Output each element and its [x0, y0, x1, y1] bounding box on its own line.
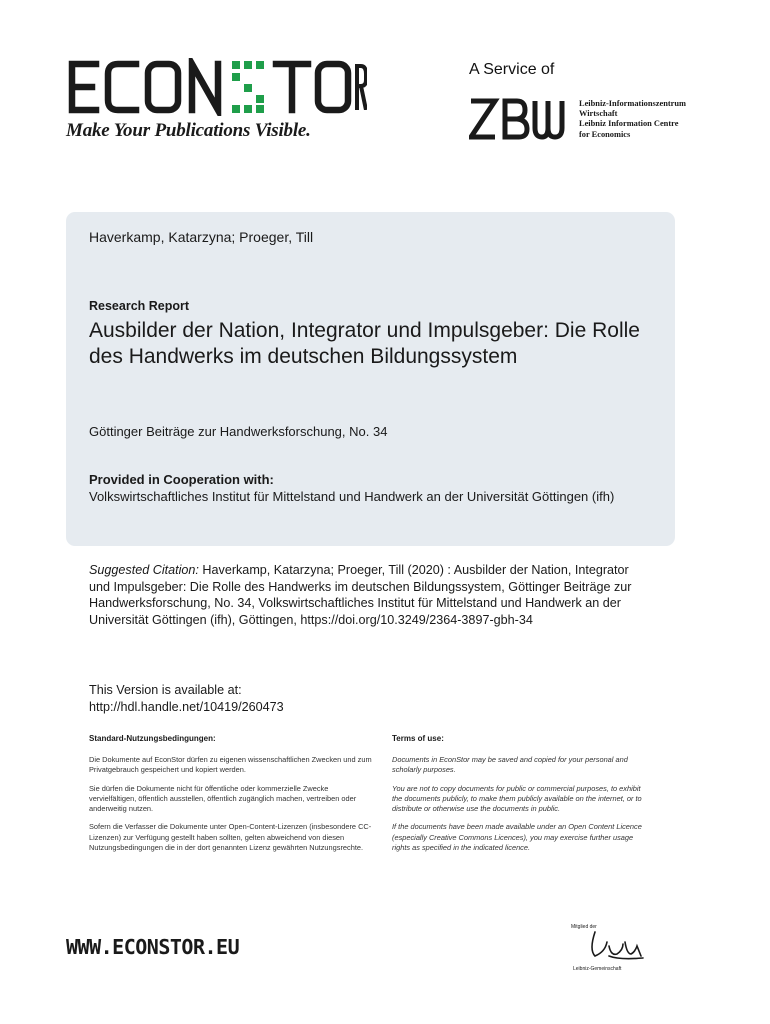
tagline: Make Your Publications Visible.: [66, 120, 311, 141]
zbw-line: Leibniz Information Centre: [579, 119, 679, 129]
handle-link[interactable]: http://hdl.handle.net/10419/260473: [89, 700, 284, 714]
authors: Haverkamp, Katarzyna; Proeger, Till: [89, 229, 314, 245]
citation-lead: Suggested Citation:: [89, 563, 199, 577]
terms-paragraph: If the documents have been made available under an Open Content Licence (especially Creative Commons Licences), you may exercise further usage rights as specified in the indicated licence.: [392, 822, 642, 853]
website-link[interactable]: WWW.ECONSTOR.EU: [66, 935, 240, 959]
zbw-line: for Economics: [579, 129, 631, 139]
document-type: Research Report: [89, 299, 190, 313]
terms-paragraph: Sie dürfen die Dokumente nicht für öffentliche oder kommerzielle Zwecke vervielfältigen, öffentlich ausstellen, öffentlich zugänglich machen, vertreiben oder anderweitig nutzen.: [89, 783, 357, 814]
version-label: This Version is available at:: [89, 683, 242, 697]
leibniz-bottom-text: Leibniz-Gemeinschaft: [573, 966, 622, 972]
terms-german: [89, 734, 374, 861]
zbw-line: Leibniz-Informationszentrum: [579, 99, 687, 108]
leibniz-top-text: Mitglied der: [571, 924, 597, 930]
version-info: [89, 682, 284, 716]
terms-paragraph: You are not to copy documents for public or commercial purposes, to exhibit the documents publicly, to make them publicly available on the internet, or to distribute or otherwise use the documents in public.: [392, 783, 642, 814]
terms-heading: Standard-Nutzungsbedingungen:: [89, 734, 216, 743]
series: Göttinger Beiträge zur Handwerksforschung, No. 34: [89, 424, 388, 439]
terms-paragraph: Sofern die Verfasser die Dokumente unter Open-Content-Lizenzen (insbesondere CC-Lizenzen) zur Verfügung gestellt haben sollten, gelten abweichend von diesen Nutzungsbedingungen die in der dort genannten Lizenz gewährten Nutzungsrechte.: [89, 822, 372, 853]
suggested-citation: [89, 562, 649, 628]
logo-r-fragment: [355, 64, 367, 110]
leibniz-logo: [565, 920, 655, 974]
zbw-institution-name: [579, 99, 686, 140]
zbw-line: Wirtschaft: [579, 109, 618, 119]
terms-paragraph: Documents in EconStor may be saved and copied for your personal and scholarly purposes.: [392, 755, 628, 775]
terms-english: [392, 734, 652, 861]
cooperation-label: Provided in Cooperation with:: [89, 472, 274, 487]
citation-text: Haverkamp, Katarzyna; Proeger, Till (2020) : Ausbilder der Nation, Integrator und Impulsgeber: Die Rolle des Handwerks im deutschen Bildungssystem, Göttinger Beiträge zur Handwerksforschung, No. 34, Volkswirtschaftliches Institut für Mittelstand und Handwerk an der Universität Göttingen (ifh), Göttingen, https://doi.org/10.3249/2364-3897-gbh-34: [89, 563, 632, 627]
terms-paragraph: Die Dokumente auf EconStor dürfen zu eigenen wissenschaftlichen Zwecken und zum Privatgebrauch gespeichert und kopiert werden.: [89, 755, 372, 775]
zbw-logo: [469, 98, 569, 140]
terms-heading: Terms of use:: [392, 734, 444, 743]
econstor-logo: [66, 58, 366, 116]
document-title: Ausbilder der Nation, Integrator und Impulsgeber: Die Rolle des Handwerks im deutschen Bildungssystem: [89, 319, 640, 368]
cooperation-institution: Volkswirtschaftliches Institut für Mittelstand und Handwerk an der Universität Göttingen (ifh): [89, 489, 615, 504]
service-label: A Service of: [469, 61, 555, 78]
